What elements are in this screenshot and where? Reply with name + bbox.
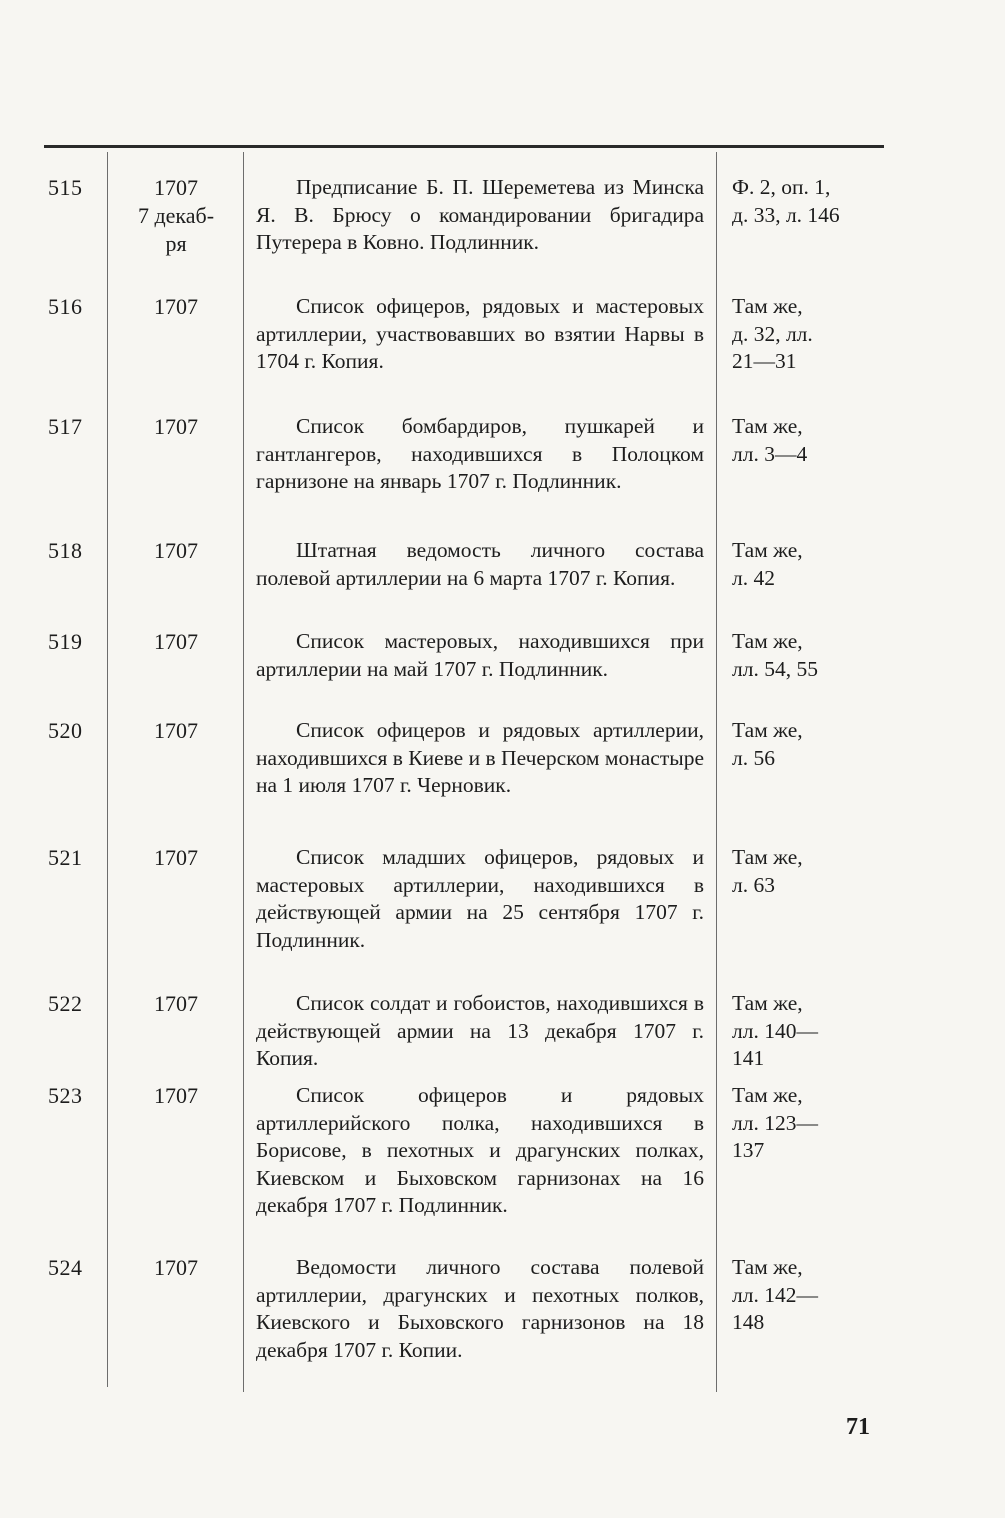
entry-date: 1707 xyxy=(154,1083,198,1108)
entry-reference: Там же, л. 42 xyxy=(732,538,803,590)
entry-description: Штатная ведомость личного состава полевой артиллерии на 6 марта 1707 г. Копия. xyxy=(256,538,704,590)
entry-number: 516 xyxy=(48,294,83,319)
entry-reference: Ф. 2, оп. 1, д. 33, л. 146 xyxy=(732,175,840,227)
table-top-rule xyxy=(44,145,884,148)
page-number: 71 xyxy=(846,1414,870,1440)
entry-number: 523 xyxy=(48,1083,83,1108)
entry-number: 518 xyxy=(48,538,83,563)
entry-number: 521 xyxy=(48,845,83,870)
entry-description: Список офицеров и рядовых артиллерии, находившихся в Киеве и в Печерском монастыре на 1 июля 1707 г. Черновик. xyxy=(256,718,704,797)
entry-date: 1707 xyxy=(154,414,198,439)
entry-description: Список бомбардиров, пушкарей и гантлангеров, находившихся в Полоцком гарнизоне на январь 1707 г. Подлинник. xyxy=(256,414,704,493)
entry-number: 522 xyxy=(48,991,83,1016)
column-divider xyxy=(107,152,108,1387)
entry-reference: Там же, лл. 140— 141 xyxy=(732,991,818,1070)
entry-reference: Там же, д. 32, лл. 21—31 xyxy=(732,294,813,373)
entry-description: Список офицеров, рядовых и мастеровых артиллерии, участвовавших во взятии Нарвы в 1704 г. Копия. xyxy=(256,294,704,373)
entry-date: 1707 xyxy=(154,1255,198,1280)
entry-description: Список мастеровых, находившихся при артиллерии на май 1707 г. Подлинник. xyxy=(256,629,704,681)
entry-number: 524 xyxy=(48,1255,83,1280)
column-divider xyxy=(716,152,717,1392)
entry-reference: Там же, лл. 142— 148 xyxy=(732,1255,818,1334)
entry-number: 519 xyxy=(48,629,83,654)
entry-date: 1707 xyxy=(154,294,198,319)
entry-reference: Там же, лл. 54, 55 xyxy=(732,629,818,681)
entry-number: 517 xyxy=(48,414,83,439)
entry-date: 1707 xyxy=(154,845,198,870)
entry-description: Список офицеров и рядовых артиллерийского полка, находившихся в Борисове, в пехотных и драгунских полках, Киевском и Быховском гарнизонах на 16 декабря 1707 г. Подлинник. xyxy=(256,1083,704,1217)
entry-date: 1707 xyxy=(154,991,198,1016)
entry-number: 520 xyxy=(48,718,83,743)
column-divider xyxy=(243,152,244,1392)
entry-number: 515 xyxy=(48,175,83,200)
entry-reference: Там же, лл. 3—4 xyxy=(732,414,808,466)
entry-description: Ведомости личного состава полевой артиллерии, драгунских и пехотных полков, Киевского и Быховского гарнизонов на 18 декабря 1707 г. Копии. xyxy=(256,1255,704,1362)
entry-date: 1707 xyxy=(154,538,198,563)
entry-date: 1707 xyxy=(154,718,198,743)
entry-date: 1707 7 декаб- ря xyxy=(137,175,215,256)
entry-description: Список солдат и гобоистов, находившихся в действующей армии на 13 декабря 1707 г. Копия. xyxy=(256,991,704,1070)
entry-description: Предписание Б. П. Шереметева из Минска Я. В. Брюсу о командировании бригадира Путерера в Ковно. Подлинник. xyxy=(256,175,704,254)
entry-date: 1707 xyxy=(154,629,198,654)
entry-reference: Там же, л. 56 xyxy=(732,718,803,770)
entry-reference: Там же, л. 63 xyxy=(732,845,803,897)
entry-description: Список младших офицеров, рядовых и мастеровых артиллерии, находившихся в действующей армии на 25 сентября 1707 г. Подлинник. xyxy=(256,845,704,952)
entry-reference: Там же, лл. 123— 137 xyxy=(732,1083,818,1162)
